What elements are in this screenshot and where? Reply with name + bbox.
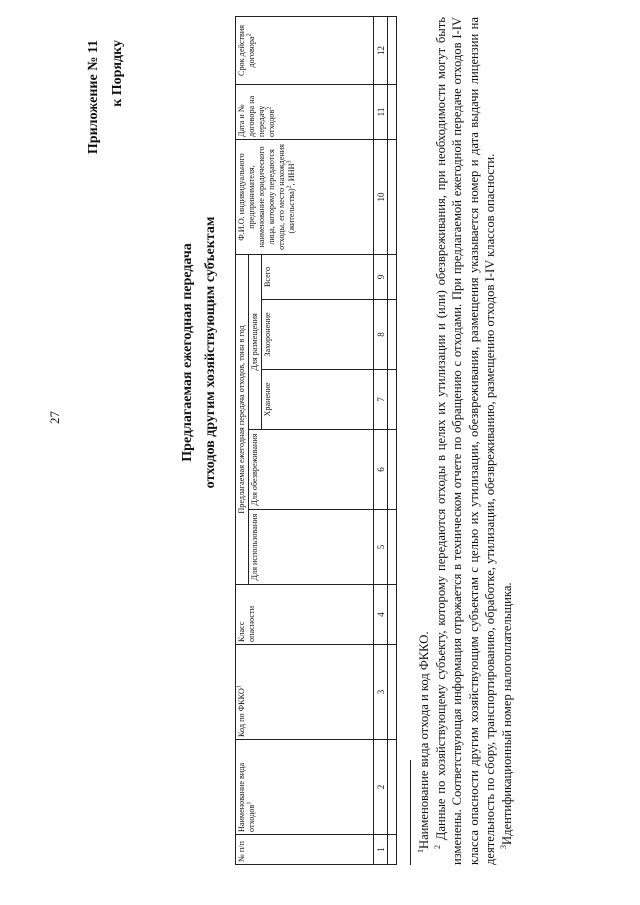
header-col-10: Ф.И.О. индивидуального предпринимателя, наименование юридического лица, которому передаются отходы, его место нахождения (жительства)$^2$, ИНН$^3$: [236, 139, 374, 254]
col-number: 6: [374, 430, 388, 510]
col-number: 1: [374, 835, 388, 865]
col-number: 4: [374, 585, 388, 645]
footnote-separator: [410, 760, 411, 865]
col-number: 11: [374, 84, 388, 139]
col-number: 8: [374, 300, 388, 370]
footnote-3: $^3$Идентификационный номер налогоплательщика.: [498, 582, 514, 849]
header-col-5: Для использования: [249, 510, 374, 585]
header-col-8: Захоронение: [262, 300, 374, 370]
appendix-line1: Приложение № 11: [86, 40, 101, 155]
header-col-7: Хранение: [262, 370, 374, 430]
header-col-4: Класс опасности: [236, 585, 374, 645]
appendix-label: [82, 40, 130, 154]
heading-line2: отходов другим хозяйствующим субъектам: [203, 216, 218, 489]
document-heading: [176, 0, 222, 705]
header-col-6: Для обезвреживания: [249, 430, 374, 510]
col-number: 7: [374, 370, 388, 430]
footnotes: [416, 17, 516, 865]
waste-transfer-table: [235, 16, 397, 865]
footnote-1: $^1$Наименование вида отхода и код ФККО.: [415, 631, 431, 853]
col-number: 5: [374, 510, 388, 585]
column-numbers-row: [374, 16, 388, 864]
header-col-1: № п/п: [236, 835, 374, 865]
group-header: Предлагаемая ежегодная передача отходов, тонн в год: [236, 254, 249, 584]
header-col-2: Наименование вида отходов$^1$: [236, 740, 374, 835]
footnote-2: $^2$ Данные по хозяйствующему субъекту, которому передаются отходы в целях их утилизации и (или) обезвреживания, при необходимости могут быть изменены. Соответствующая информация отражается в техническом отчете по обращению с отходами. При предлагаемой ежегодной передаче отходов I-IV класса опасности другим хозяйствующим субъектам с целью их утилизации, обезвреживания, размещения указывается номер и дата выдачи лицензии на деятельность по сбору, транспортированию, обработке, утилизации, обезвреживанию, размещению отходов I-IV классов опасности.: [432, 17, 498, 865]
col-number: 3: [374, 645, 388, 740]
col-number: 12: [374, 16, 388, 84]
heading-line1: Предлагаемая ежегодная передача: [180, 243, 195, 462]
appendix-line2: к Порядку: [110, 40, 125, 107]
empty-data-row: [388, 16, 397, 864]
header-col-3: Код по ФККО$^1$: [236, 645, 374, 740]
page-number: 27: [47, 411, 62, 424]
col-number: 2: [374, 740, 388, 835]
header-col-9: Всего: [262, 254, 374, 299]
placement-header: Для размещения: [249, 254, 262, 429]
header-col-11: Дата и № договора на передачу отходов$^2$: [236, 84, 374, 139]
col-number: 9: [374, 254, 388, 299]
header-col-12: Срок действия договора$^2$: [236, 16, 374, 84]
col-number: 10: [374, 139, 388, 254]
